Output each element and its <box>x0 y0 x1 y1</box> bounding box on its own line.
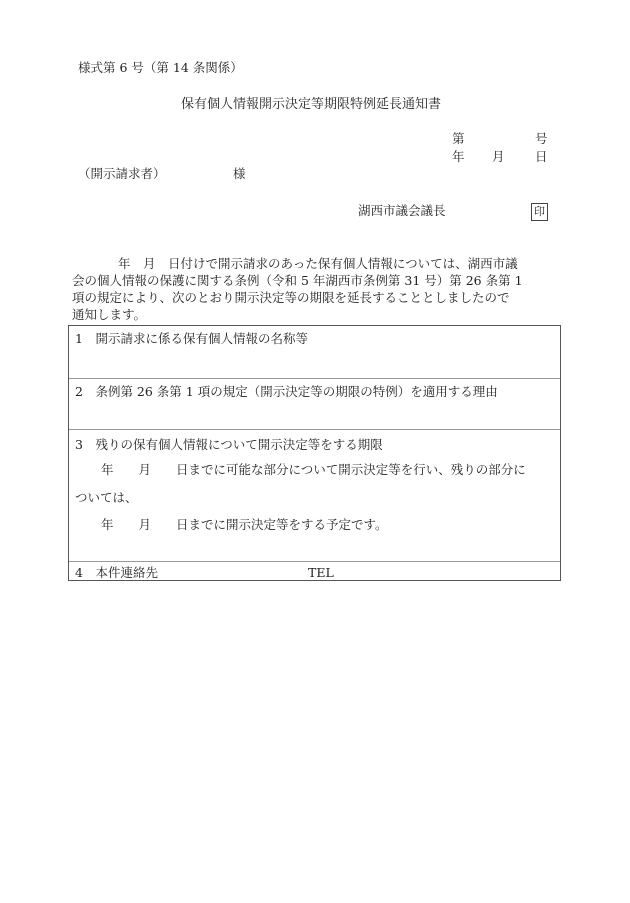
section-1-label: 1 開示請求に係る保有個人情報の名称等 <box>75 331 308 346</box>
document-title: 保有個人情報開示決定等期限特例延長通知書 <box>181 97 442 112</box>
body-line-2: 会の個人情報の保護に関する条例（令和 5 年湖西市条例第 31 号）第 26 条第 1 <box>72 273 523 288</box>
date-month: 月 <box>492 149 505 164</box>
section-divider-3 <box>69 561 560 562</box>
body-line-3: 項の規定により、次のとおり開示決定等の期限を延長することとしましたので <box>72 290 510 305</box>
notice-table <box>68 325 561 581</box>
doc-number-dai: 第 <box>452 131 465 146</box>
section-divider-1 <box>69 378 560 379</box>
section-2-label: 2 条例第 26 条第 1 項の規定（開示決定等の期限の特例）を適用する理由 <box>75 384 498 399</box>
date-day: 日 <box>535 149 548 164</box>
body-line-1: 年 月 日付けで開示請求のあった保有個人情報については、湖西市議 <box>118 256 518 271</box>
sender-name: 湖西市議会議長 <box>358 203 446 218</box>
body-line-4: 通知します。 <box>72 307 147 322</box>
section-3-line-3: 年 月 日までに開示決定等をする予定です。 <box>101 517 388 532</box>
addressee-label: （開示請求者） <box>78 166 166 181</box>
seal-stamp: 印 <box>531 203 548 221</box>
section-3-label: 3 残りの保有個人情報について開示決定等をする期限 <box>75 437 383 452</box>
section-4-tel: TEL <box>308 565 334 580</box>
section-divider-2 <box>69 429 560 430</box>
section-3-line-2: ついては、 <box>75 490 138 505</box>
form-label: 様式第 6 号（第 14 条関係） <box>78 60 243 75</box>
doc-number-go: 号 <box>535 131 548 146</box>
section-4-label: 4 本件連絡先 <box>75 565 158 580</box>
addressee-honorific: 様 <box>233 166 246 181</box>
section-3-line-1: 年 月 日までに可能な部分について開示決定等を行い、残りの部分に <box>101 462 526 477</box>
date-year: 年 <box>452 149 465 164</box>
